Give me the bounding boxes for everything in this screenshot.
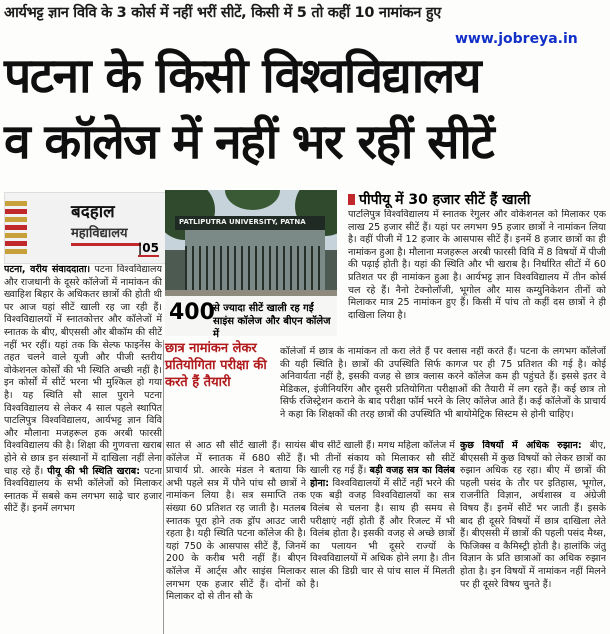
column-1-para-1: पटना विश्वविद्यालय और राजधानी के दूसरे कॉलेजों में नामांकन की ख्वाहिश बिहार के अधिकतर छात्रों की होती थी पर आज यहां सीटें खाली रह जा रही हैं। विश्वविद्यालयों में स्नातकोत्तर और कॉलेजों में स्नातक के बीए, बीएससी और बीकॉम की सीटें नहीं भर रहीं। यहां तक कि सेल्फ फाइनेंस के तहत चलने वाले यूजी और पीजी स्तरीय वोकेशनल कोर्सों की भी स्थिति अच्छी नहीं है। इन कोर्सों में सीटें भरना भी मुश्किल हो गया है। यह स्थिति सौ साल पुराने पटना विश्वविद्यालय से लेकर 4 साल पहले स्थापित पाटलिपुत्र विश्वविद्यालय, आर्यभट्ट ज्ञान विवि और मौलाना मजहरूल हक अरबी फारसी विश्वविद्यालय की है। शिक्षा की गुणवत्ता खराब होने से छात्र इन संस्थानों में दाखिला नहीं लेना चाह रहे हैं। [4, 264, 162, 477]
column-3-subhead: बड़ी वजह सत्र का विलंब होना: [310, 465, 455, 489]
section-mid-para: कॉलेजों में छात्र के नामांकन तो करा लेते हैं पर क्लास नहीं करते हैं। पटना के लगभग कॉलेजों की यही स्थिति है। छात्रों की उपस्थिति सिर्फ कागज पर ही 75 प्रतिशत की गई है। कोई अनिवार्यता नहीं है, इसकी वजह से छात्र क्लास करने कॉलेज कम ही पहुंचते हैं। इससे इतर वे मेडिकल, इंजीनियरिंग और दूसरी प्रतियोगिता परीक्षाओं की तैयारी में लग रहते हैं। कई छात्र तो सिर्फ रजिस्ट्रेशन कराने के बाद परीक्षा फॉर्म भरने के लिए कॉलेज आते हैं। कई कॉलेजों के प्राचार्य ने कहा कि शिक्षकों की तरह छात्रों की उपस्थिति भी बायोमेट्रिक सिस्टम से होनी चाहिए। [280, 346, 606, 420]
column-1-subhead: पीयू की भी स्थिति खराब: [47, 465, 141, 477]
kicker-headline: आर्यभट्ट ज्ञान विवि के 3 कोर्स में नहीं भरीं सीटें, किसी में 5 तो कहीं 10 नामांकन हुए [4, 5, 441, 21]
series-logo [4, 192, 166, 264]
logo-subtitle: महाविद्यालय [71, 226, 128, 241]
column-3-para-1: बीच सीटें खाली हैं। मगध महिला कॉलेज में भी तीनों संकाय को मिलाकर सौ सीटें खाली रह गई हैं। [310, 440, 455, 477]
column-4 [460, 440, 606, 634]
column-1-para-2: पटना विश्वविद्यालय के सभी कॉलेजों को मिलाकर स्नातक में सबसे कम लगभग साढ़े चार हजार सीटें हैं। इनमें लगभग [4, 465, 162, 515]
section-right-para: पाटलिपुत्र विश्वविद्यालय में स्नातक रेगुलर और वोकेशनल को मिलाकर एक लाख 25 हजार सीटें हैं। यहां पर लगभग 95 हजार छात्रों ने नामांकन लिया है। वहीं पीजी में 12 हजार के आसपास सीटें हैं। इनमें 8 हजार छात्रों का ही नामांकन हुआ है। मौलाना मजहरूल अरबी फारसी विवि में 8 विषयों में पीजी की पढ़ाई होती है। यहां की स्थिति और भी खराब है। निर्धारित सीटों में 60 प्रतिशत पर ही नामांकन हुआ है। आर्यभट्ट ज्ञान विश्वविद्यालय में तीन कोर्स चल रहे हैं। नैनो टेक्नोलॉजी, भूगोल और मास कम्युनिकेशन तीनों को मिलाकर मात्र 25 नामांकन हुए हैं। किसी में पांच तो कहीं दस छात्रों ने ही दाखिला लिया है। [348, 209, 606, 321]
column-1 [4, 264, 162, 634]
caption-number: 400 [169, 300, 215, 325]
dateline: पटना, वरीय संवाददाता। [4, 264, 91, 275]
column-3 [310, 440, 455, 634]
logo-title: बदहाल [71, 202, 115, 222]
headline-line-2: व कॉलेज में नहीं भर रहीं सीटें [4, 114, 494, 170]
logo-number: |05 [137, 241, 159, 255]
photo-caption [165, 296, 337, 340]
site-url[interactable]: www.jobreya.in [455, 31, 578, 47]
column-2: सात से आठ सौ सीटें खाली हैं। सायंस कॉलेज में स्नातक में 680 सीटें हैं। प्राचार्य प्रो. आरके मंडल ने बताया कि अभी पहले सत्र में पौने पांच सौ छात्रों ने नामांकन लिया है। सत्र समाप्ति तक संख्या 60 प्रतिशत रह जाती है। मतलब स्नातक पूरा होने तक ड्रॉप आउट जारी रहता है। यही स्थिति पटना कॉलेज की है। यहां 750 के आसपास सीटें हैं, जिनमें 200 के करीब भरी नहीं हैं। बीएन कॉलेज में आर्ट्स और साइंस मिलाकर लगभग एक हजार सीटें हैं। दोनों को मिलाकर दो से तीन सौ के [166, 440, 306, 603]
column-3-para-2: विश्वविद्यालयों में सीटें नहीं भरने की एक बड़ी वजह विश्वविद्यालयों का सत्र विलंब से चलना है। साथ ही समय से परीक्षाएं नहीं होती हैं और रिजल्ट में भी विलंब होता है। इसकी वजह से अच्छे छात्रों का पलायन भी दूसरे राज्यों के विश्वविद्यालयों में अधिक होने लगा है। तीन साल की डिग्री चार से पांच साल में मिलती है। [310, 477, 455, 590]
gate-sign-text: PATLIPUTRA UNIVERSITY, PATNA [179, 218, 306, 226]
section-heading: पीपीयू में 30 हजार सीटें हैं खाली [348, 190, 530, 209]
column-4-subhead: कुछ विषयों में अधिक रुझान: [460, 440, 582, 451]
logo-underline [71, 243, 141, 246]
headline-line-1: पटना के किसी विश्वविद्यालय [4, 48, 481, 104]
logo-bars-icon [5, 201, 27, 257]
column-4-para-1: बीए, बीएससी में कुछ विषयों को लेकर छात्रों का रुझान अधिक रह रहा। बीए में छात्रों की पहली पसंद के तौर पर इतिहास, भूगोल, राजनीति विज्ञान, अर्थशास्त्र व अंग्रेजी विषय हैं। इनमें सीटें भर जाती हैं। इसके बाद ही दूसरे विषयों में छात्र दाखिला लेते हैं। बीएससी में छात्रों की पहली पसंद मैथ्स, फिजिक्स व कैमिस्ट्री होती है। हालांकि जंतु विज्ञान के प्रति छात्राओं का अधिक रुझान होता है। इन विषयों में नामांकन नहीं मिलने पर ही दूसरे विषय चुनते हैं। [460, 440, 606, 590]
pull-quote-text: छात्र नामांकन लेकर प्रतियोगिता परीक्षा की करते हैं तैयारी [165, 341, 267, 390]
column-divider [163, 340, 164, 634]
caption-text: से ज्यादा सीटें खाली रह गईं साइंस कॉलेज और बीएन कॉलेज में [213, 303, 331, 340]
pull-quote [165, 340, 275, 436]
